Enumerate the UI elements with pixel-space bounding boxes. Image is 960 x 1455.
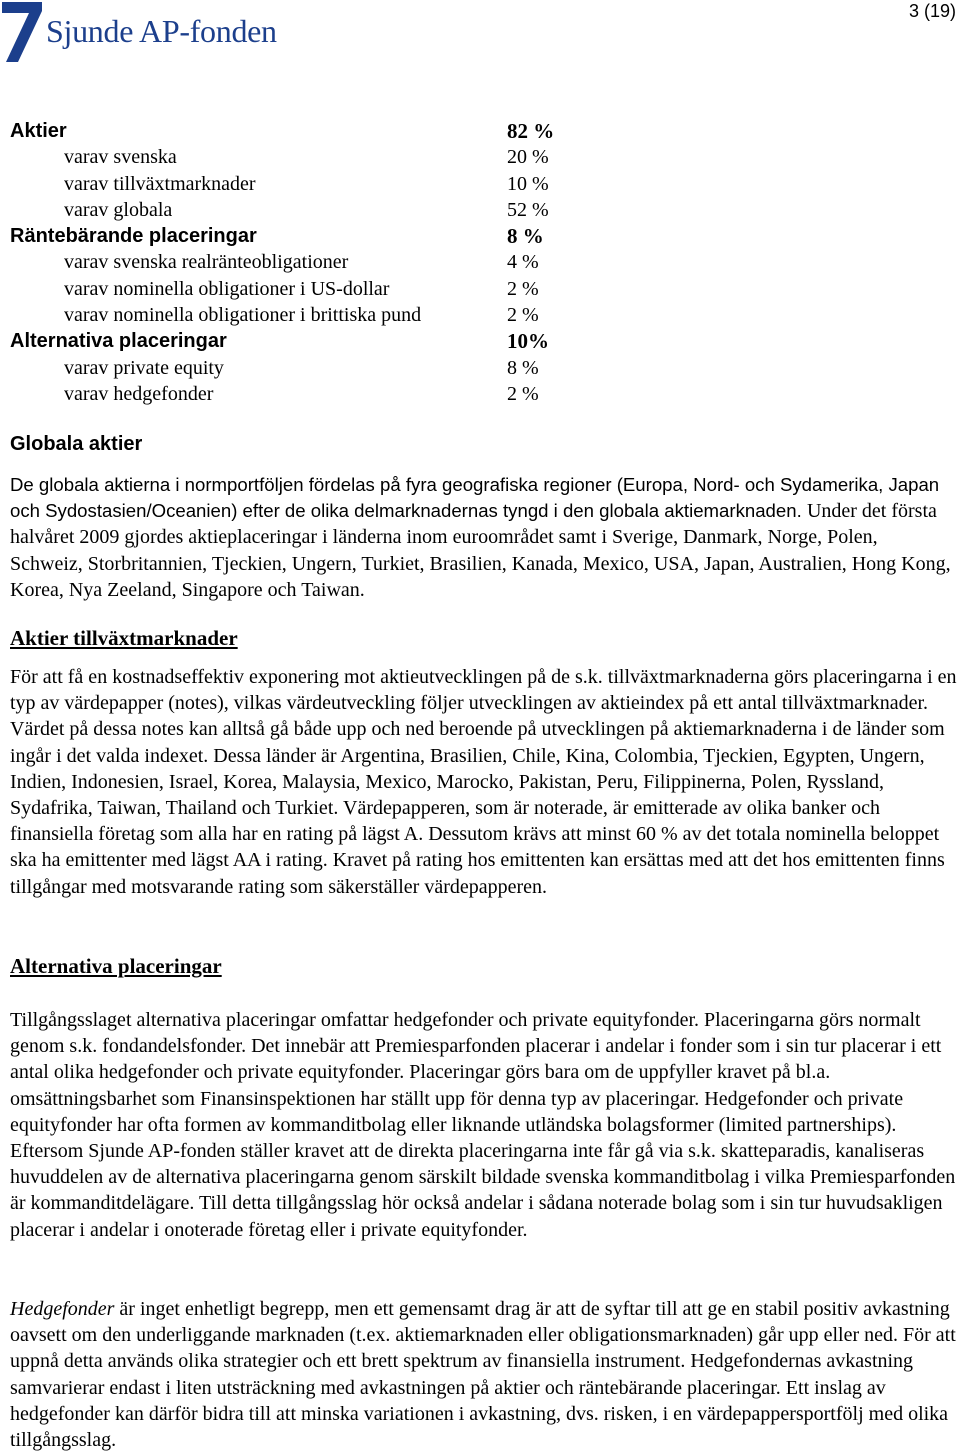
section-title-global-equities: Globala aktier (10, 433, 143, 455)
paragraph-alternative: Tillgångsslaget alternativa placeringar omfattar hedgefonder och private equityfonder. Placeringarna görs normalt genom s.k. fondandelsfonder. Det innebär att Premiesparfonden placerar i andelar i fonder som i sin tur placerar i ett antal olika hedgefonder och private equityfonder. Placeringar görs bara om de uppfyller kravet på bl.a. omsättningsbarhet som Finansinspektionen har ställt upp för denna typ av placeringar. Hedgefonder och private equityfonder har ofta formen av kommanditbolag eller liknande utländska bolagsformer (limited partnerships). Eftersom Sjunde AP-fonden ställer kravet att de direkta placeringarna inte får gå via s.k. skatteparadis, kanaliseras huvuddelen av de alternativa placeringarna genom särskilt bildade svenska kommanditbolag i vilka Premiesparfonden är kommanditdelägare. Till detta tillgångsslag hör också andelar i sådana noterade bolag som i sin tur huvudsakligen placerar i andelar i onoterade företag eller i private equityfonder. (10, 1009, 956, 1241)
allocation-row (10, 381, 610, 407)
paragraph-hedge-funds (10, 1296, 958, 1453)
paragraph-global-equities (10, 472, 955, 603)
logo (2, 2, 277, 62)
allocation-row (10, 276, 610, 302)
allocation-row (10, 302, 610, 328)
logo-text: Sjunde AP-fonden (46, 13, 277, 49)
allocation-label: Aktier (10, 120, 67, 142)
allocation-label: varav tillväxtmarknader (64, 172, 256, 195)
allocation-value: 20 % (507, 146, 549, 169)
allocation-value: 2 % (507, 277, 539, 300)
allocation-label: varav svenska realränteobligationer (64, 251, 349, 274)
allocation-label: Räntebärande placeringar (10, 225, 257, 248)
seven-logo-icon (2, 2, 42, 62)
allocation-row (10, 223, 610, 249)
allocation-row (10, 328, 610, 354)
allocation-value: 8 % (507, 224, 544, 249)
paragraph-global-equities-part2: Under det första halvåret 2009 gjordes aktieplaceringar i länderna inom euroområdet samt i Sverige, Danmark, Norge, Polen, Schweiz, Storbritannien, Tjeckien, Ungern, Turkiet, Brasilien, Kanada, Mexico, USA, Japan, Australien, Hong Kong, Korea, Nya Zeeland, Singapore och Taiwan. (10, 500, 951, 601)
allocation-label: varav hedgefonder (64, 382, 214, 405)
allocation-label: varav globala (64, 198, 173, 221)
hedge-funds-term: Hedgefonder (10, 1298, 115, 1320)
allocation-label: varav svenska (64, 146, 177, 169)
paragraph-global-equities-part1: De globala aktierna i normportföljen fördelas på fyra geografiska regioner (Europa, Nord- och Sydamerika, Japan och Sydostasien/Oceanien) efter de olika delmarknadernas tyngd i den globala aktiemarknaden. (10, 474, 940, 522)
allocation-value: 8 % (507, 356, 539, 379)
section-title-alternative: Alternativa placeringar (10, 954, 222, 978)
allocation-row (10, 249, 610, 275)
allocation-label: Alternativa placeringar (10, 330, 227, 353)
allocation-row (10, 144, 610, 170)
allocation-value: 10% (507, 329, 549, 354)
allocation-label: varav nominella obligationer i US-dollar (64, 277, 390, 300)
allocation-label: varav nominella obligationer i brittiska pund (64, 304, 422, 327)
allocation-row (10, 197, 610, 223)
allocation-value: 82 % (507, 119, 555, 143)
allocation-row (10, 355, 610, 381)
allocation-row (10, 118, 610, 144)
allocation-table (10, 118, 610, 407)
allocation-value: 2 % (507, 382, 539, 405)
hedge-funds-text: är inget enhetligt begrepp, men ett gemensamt drag är att de syftar till att ge en stabil positiv avkastning oavsett om den underliggande marknaden (t.ex. aktiemarknaden eller obligationsmarknaden) går upp eller ned. För att uppnå detta används olika strategier och ett brett spektrum av finansiella instrument. Hedgefondernas avkastning samvarierar endast i liten utsträckning med avkastningen på aktier och räntebärande placeringar. Ett inslag av hedgefonder kan därför bidra till att minska variationen i avkastning, dvs. risken, i en värdepappersportfölj med olika tillgångsslag. (10, 1298, 956, 1452)
page-number: 3 (19) (908, 1, 956, 21)
allocation-label: varav private equity (64, 356, 224, 379)
allocation-row (10, 171, 610, 197)
allocation-value: 52 % (507, 198, 549, 221)
allocation-value: 10 % (507, 172, 549, 195)
allocation-value: 4 % (507, 251, 539, 274)
section-title-emerging-markets: Aktier tillväxtmarknader (10, 626, 238, 650)
paragraph-emerging-markets: För att få en kostnadseffektiv exponering mot aktieutvecklingen på de s.k. tillväxtmarknaderna görs placeringarna i en typ av värdepapper (notes), vilkas värdeutveckling följer utvecklingen av aktieindex på ett antal tillväxtmarknader. Värdet på dessa notes kan alltså gå både upp och ned beroende på utvecklingen på aktiemarknaderna i de länder som ingår i det valda indexet. Dessa länder är Argentina, Brasilien, Chile, Kina, Colombia, Tjeckien, Egypten, Ungern, Indien, Indonesien, Israel, Korea, Malaysia, Mexico, Marocko, Pakistan, Peru, Filippinerna, Polen, Ryssland, Sydafrika, Taiwan, Thailand och Turkiet. Värdepapperen, som är noterade, är emitterade av olika banker och finansiella företag som alla har en rating på lägst A. Dessutom krävs att minst 60 % av det totala nominella beloppet ska ha emittenter med lägst AA i rating. Kravet på rating hos emittenten kan ersättas med att det hos emittenten finns tillgångar med motsvarande rating som säkerställer värdepapperen. (10, 666, 957, 898)
allocation-value: 2 % (507, 304, 539, 327)
